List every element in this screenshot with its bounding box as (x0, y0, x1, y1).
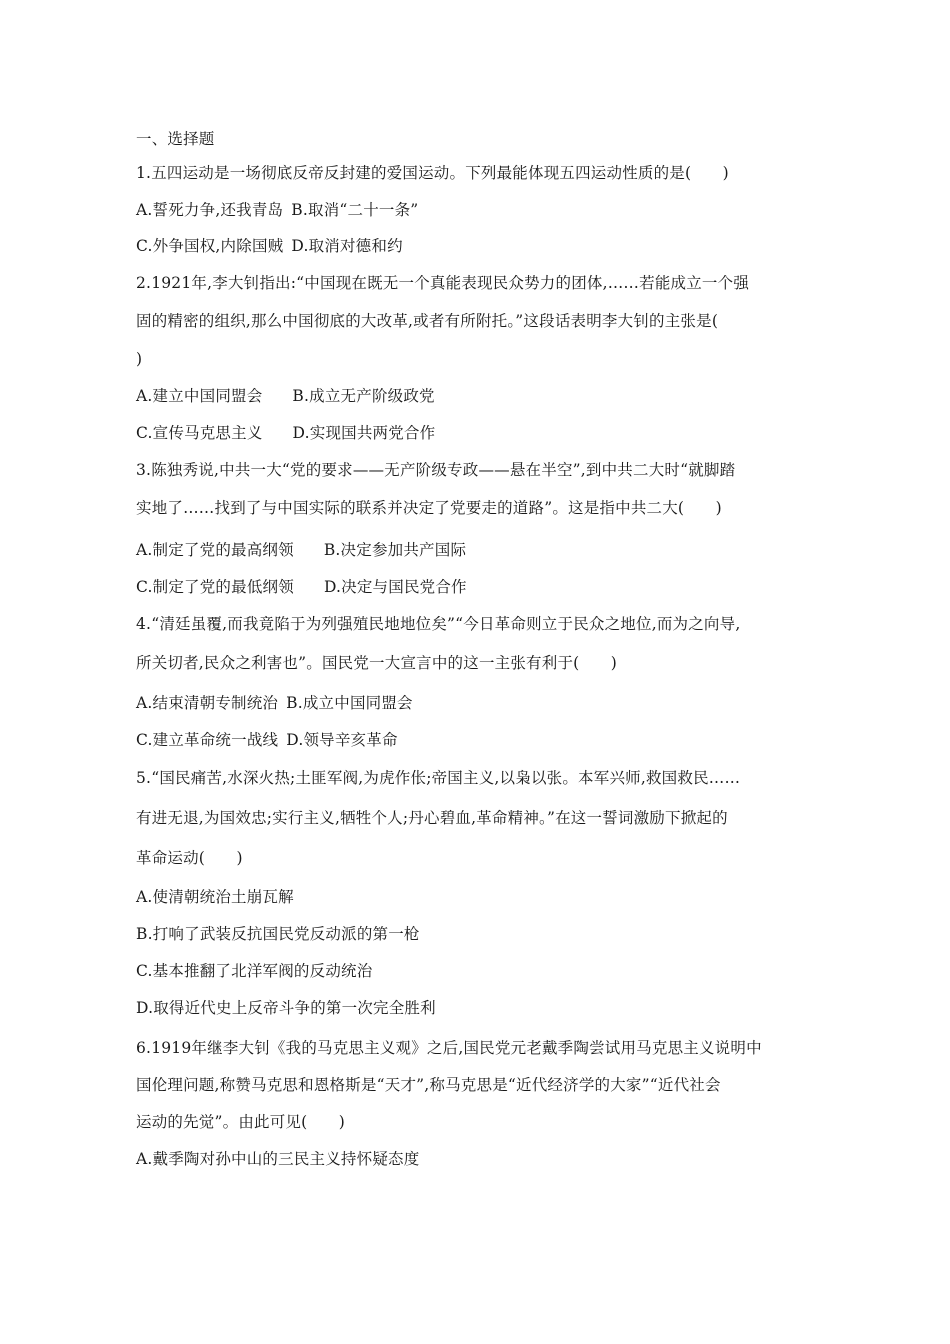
question-5-option-c: C.基本推翻了北洋军阀的反动统治 (136, 962, 373, 980)
question-2-option-b: B.成立无产阶级政党 (292, 387, 435, 405)
question-5-stem-line-2: 有进无退,为国效忠;实行主义,牺牲个人;丹心碧血,革命精神。”在这一誓词激励下掀起的 (136, 809, 728, 827)
question-3-stem-line-2: 实地了……找到了与中国实际的联系并决定了党要走的道路”。这是指中共二大( ) (136, 499, 722, 517)
question-3-stem-line-1: 3.陈独秀说,中共一大“党的要求——无产阶级专政——悬在半空”,到中共二大时“就脚踏 (136, 461, 736, 479)
question-5-stem-line-1: 5.“国民痛苦,水深火热;土匪军阀,为虎作伥;帝国主义,以枭以张。本军兴师,救国救民…… (136, 769, 741, 787)
question-4-option-c: C.建立革命统一战线 (136, 731, 279, 749)
question-2-option-a: A.建立中国同盟会 (136, 387, 263, 405)
question-2-stem-line-1: 2.1921年,李大钊指出:“中国现在既无一个真能表现民众势力的团体,……若能成立一个强 (136, 274, 750, 292)
question-6-stem-line-3: 运动的先觉”。由此可见( ) (136, 1113, 346, 1131)
question-1-options-row-1 (136, 200, 418, 220)
question-3-options-row-2 (136, 577, 467, 597)
question-2-stem-line-2: 固的精密的组织,那么中国彻底的大改革,或者有所附托。”这段话表明李大钊的主张是( (136, 312, 719, 330)
question-1-option-b: B.取消“二十一条” (291, 201, 419, 219)
question-1-option-c: C.外争国权,内除国贼 (136, 237, 284, 255)
question-5-option-a: A.使清朝统治土崩瓦解 (136, 888, 294, 906)
question-4-option-a: A.结束清朝专制统治 (136, 694, 279, 712)
question-3-option-c: C.制定了党的最低纲领 (136, 578, 294, 596)
question-2-option-c: C.宣传马克思主义 (136, 424, 263, 442)
question-4-option-d: D.领导辛亥革命 (286, 731, 398, 749)
question-4-options-row-2 (136, 730, 398, 750)
question-2-stem-line-3: ) (136, 350, 143, 368)
question-1-option-a: A.誓死力争,还我青岛 (136, 201, 284, 219)
question-5-stem-line-3: 革命运动( ) (136, 849, 243, 867)
question-1-options-row-2 (136, 236, 403, 256)
question-2-options-row-1 (136, 386, 435, 406)
question-3-option-b: B.决定参加共产国际 (323, 541, 467, 559)
question-6-option-a: A.戴季陶对孙中山的三民主义持怀疑态度 (136, 1150, 420, 1168)
question-3-option-d: D.决定与国民党合作 (323, 578, 467, 596)
question-4-options-row-1 (136, 693, 413, 713)
question-5-option-b: B.打响了武装反抗国民党反动派的第一枪 (136, 925, 420, 943)
question-1-option-d: D.取消对德和约 (291, 237, 403, 255)
question-4-stem-line-2: 所关切者,民众之利害也”。国民党一大宣言中的这一主张有利于( ) (136, 654, 618, 672)
question-5-option-d: D.取得近代史上反帝斗争的第一次完全胜利 (136, 999, 436, 1017)
question-4-stem-line-1: 4.“清廷虽覆,而我竟陷于为列强殖民地地位矣”“今日革命则立于民众之地位,而为之向导, (136, 615, 741, 633)
question-6-stem-line-1: 6.1919年继李大钊《我的马克思主义观》之后,国民党元老戴季陶尝试用马克思主义说明中 (136, 1039, 762, 1057)
section-title: 一、选择题 (136, 130, 215, 148)
question-2-options-row-2 (136, 423, 435, 443)
question-3-option-a: A.制定了党的最高纲领 (136, 541, 294, 559)
question-1-stem-line-1: 1.五四运动是一场彻底反帝反封建的爱国运动。下列最能体现五四运动性质的是( ) (136, 164, 729, 182)
question-4-option-b: B.成立中国同盟会 (286, 694, 413, 712)
question-3-options-row-1 (136, 540, 466, 560)
question-6-stem-line-2: 国伦理问题,称赞马克思和恩格斯是“天才”,称马克思是“近代经济学的大家”“近代社会 (136, 1076, 721, 1094)
question-2-option-d: D.实现国共两党合作 (292, 424, 436, 442)
